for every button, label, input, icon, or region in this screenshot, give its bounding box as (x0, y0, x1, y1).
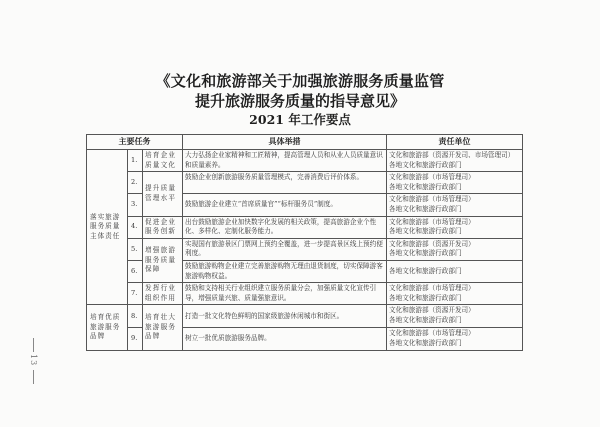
task-cell: 促进企业服务创新 (143, 216, 183, 238)
unit-line: 各地文化和旅游行政部门 (389, 204, 462, 213)
category-cell: 落实旅游服务质量主体责任 (87, 150, 128, 305)
responsible-cell (387, 328, 523, 350)
page-number: 13 (29, 354, 38, 367)
responsible-cell (387, 283, 523, 305)
row-number: 4. (128, 216, 143, 238)
unit-line: 文化和旅游部（资源开发司） (389, 306, 475, 315)
task-cell: 增强旅游服务质量保障 (143, 238, 183, 282)
header-measures: 具体举措 (183, 135, 387, 150)
table-row (87, 305, 523, 328)
row-number: 1. (128, 150, 143, 172)
page-number-dash-top (33, 338, 34, 352)
category-cell: 培育优质旅游服务品牌 (87, 305, 128, 350)
header-responsible: 责任单位 (387, 135, 523, 150)
measure-cell: 鼓励企业创新旅游服务质量管理模式，完善消费后评价体系。 (183, 172, 387, 194)
row-number: 9. (128, 328, 143, 350)
measure-cell: 出台鼓励旅游企业加快数字化发展的相关政策，提高旅游企业个性化、多样化、定制化服务能力。 (183, 216, 387, 238)
table-row (87, 283, 523, 305)
responsible-cell (387, 150, 523, 172)
measure-cell: 鼓励旅游购物企业建立完善旅游购物无理由退货制度，切实保障游客旅游购物权益。 (183, 260, 387, 282)
row-number: 2. (128, 172, 143, 194)
measure-cell: 树立一批优质旅游服务品牌。 (183, 328, 387, 350)
table-row (87, 216, 523, 238)
unit-line: 文化和旅游部（市场管理司） (389, 195, 475, 204)
unit-line: 各地文化和旅游行政部门 (389, 266, 462, 275)
responsible-cell (387, 216, 523, 238)
responsible-cell (387, 238, 523, 260)
responsible-cell (387, 172, 523, 194)
table-row (87, 172, 523, 194)
unit-line: 各地文化和旅游行政部门 (389, 293, 462, 302)
responsible-cell (387, 260, 523, 282)
page-number-dash-bottom (33, 370, 34, 384)
measure-cell: 鼓励和支持相关行业组织建立服务质量分会，加强质量文化宣传引导，增强质量兴旅、质量强旅意识。 (183, 283, 387, 305)
work-points-table (86, 134, 523, 351)
measure-cell: 鼓励旅游企业建立“首席质量官”“标杆服务员”制度。 (183, 194, 387, 216)
table-row (87, 150, 523, 172)
header-main-task: 主要任务 (87, 135, 183, 150)
measure-cell: 大力弘扬企业家精神和工匠精神，提高管理人员和从业人员质量意识和质量素养。 (183, 150, 387, 172)
doc-subtitle: 2021 年工作要点 (249, 112, 351, 127)
unit-line: 各地文化和旅游行政部门 (389, 315, 462, 324)
measure-cell: 打造一批文化特色鲜明的国家级旅游休闲城市和街区。 (183, 305, 387, 328)
unit-line: 文化和旅游部（市场管理司） (389, 173, 475, 182)
row-number: 8. (128, 305, 143, 328)
table-row (87, 238, 523, 260)
unit-line: 文化和旅游部（市场管理司） (389, 284, 475, 293)
unit-line: 文化和旅游部（资源开发司） (389, 239, 475, 248)
table-header-row (87, 135, 523, 150)
unit-line: 各地文化和旅游行政部门 (389, 338, 462, 347)
unit-line: 各地文化和旅游行政部门 (389, 182, 462, 191)
row-number: 5. (128, 238, 143, 260)
unit-line: 各地文化和旅游行政部门 (389, 227, 462, 236)
responsible-cell (387, 305, 523, 328)
row-number: 7. (128, 283, 143, 305)
unit-line: 文化和旅游部（市场管理司） (389, 217, 475, 226)
unit-line: 各地文化和旅游行政部门 (389, 249, 462, 258)
unit-line: 文化和旅游部（资源开发司、市场管理司） (389, 151, 515, 159)
row-number: 6. (128, 260, 143, 282)
task-cell: 培育企业质量文化 (143, 150, 183, 172)
unit-line: 文化和旅游部（市场管理司） (389, 329, 475, 338)
measure-cell: 实现国有旅游景区门票网上预约全覆盖，进一步提高景区线上预约便利度。 (183, 238, 387, 260)
row-number: 3. (128, 194, 143, 216)
task-cell: 发挥行业组织作用 (143, 283, 183, 305)
task-cell: 提升质量管理水平 (143, 172, 183, 216)
responsible-cell (387, 194, 523, 216)
task-cell: 培育壮大旅游服务品牌 (143, 305, 183, 350)
doc-title-line2: 提升旅游服务质量的指导意见》 (194, 92, 405, 110)
unit-line: 各地文化和旅游行政部门 (389, 160, 462, 169)
doc-title-line1: 《文化和旅游部关于加强旅游服务质量监管 (155, 72, 445, 90)
